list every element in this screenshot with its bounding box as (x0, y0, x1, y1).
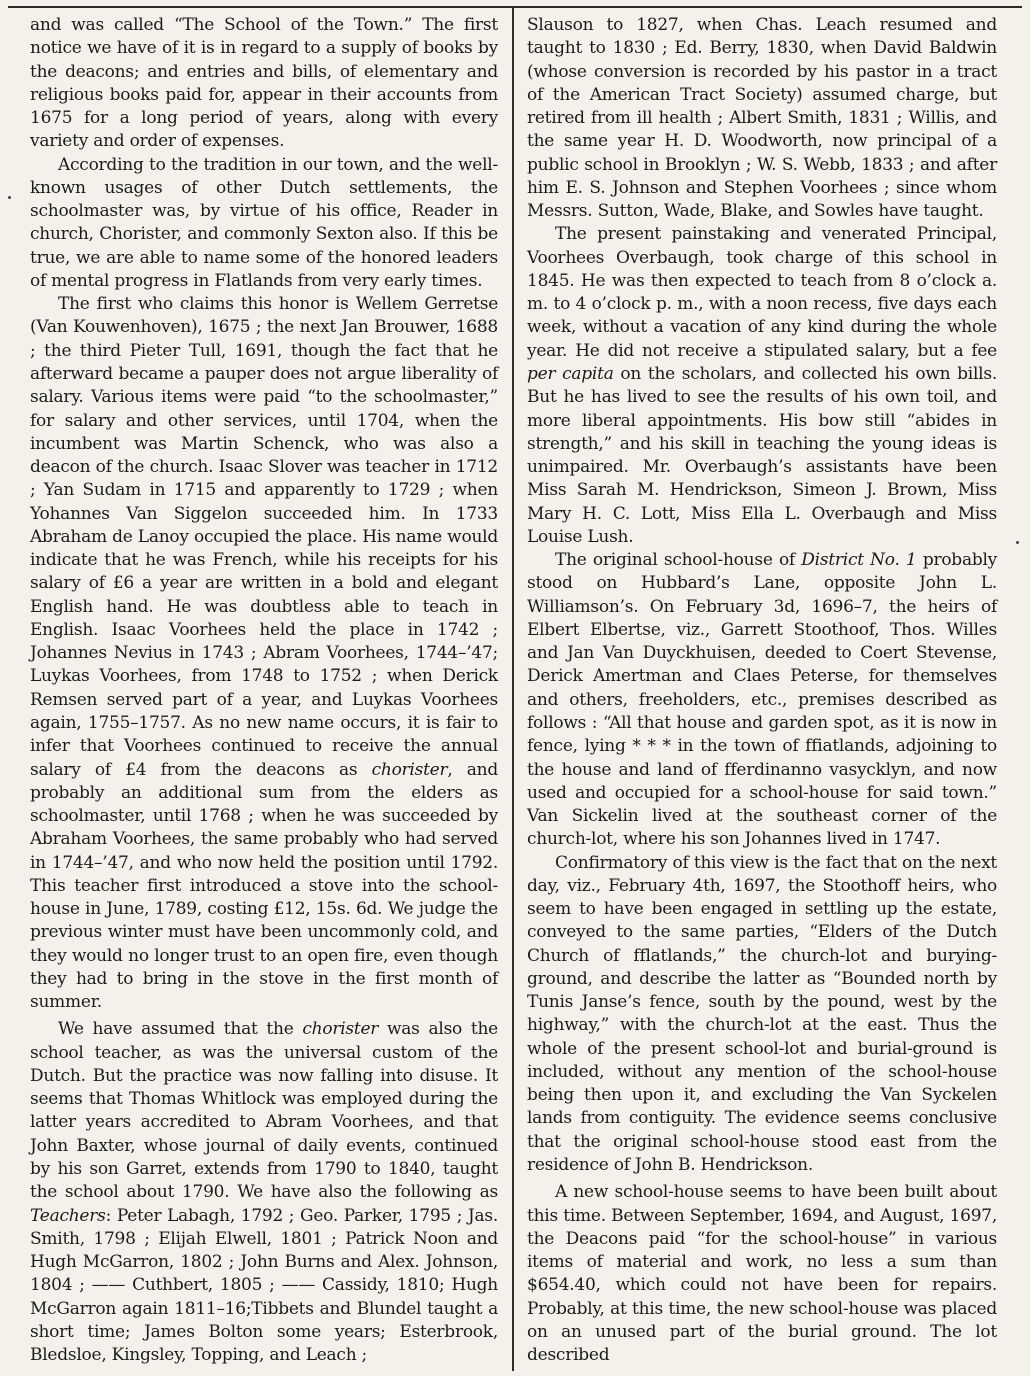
left-column (30, 14, 498, 1367)
paragraph-new-school-house: A new school-house seems to have been built about this time. Between September, 1694, and August, 1697, the Deacons paid “for the school-house” in various items of material and work, no less a sum than $654.40, which could not have been for repairs. Probably, at this time, the new school-house was placed on an unused part of the burial ground. The lot described (527, 1182, 997, 1366)
margin-speck (1016, 541, 1019, 544)
column-divider-rule (512, 6, 514, 1371)
paragraph-confirmatory-evidence: Confirmatory of this view is the fact that on the next day, viz., February 4th, 1697, the Stoothoff heirs, who seem to have been engaged in settling up the estate, conveyed to the same parties, “Elders of the Dutch Church of fflatlands,” the church-lot and burying-ground, and describe the latter as “Bounded north by Tunis Janse’s fence, south by the pound, west by the highway,” with the church-lot at the east. Thus the whole of the present school-lot and burial-ground is included, without any mention of the school-house being then upon it, and excluding the Van Syckelen lands from contiguity. The evidence seems conclusive that the original school-house stood east from the residence of John B. Hendrickson. (527, 852, 997, 1176)
margin-speck (8, 196, 11, 199)
paragraph-principal-overbaugh: The present painstaking and venerated Principal, Voorhees Overbaugh, took charge of this school in 1845. He was then expected to teach from 8 o’clock a. m. to 4 o’clock p. m., with a noon recess, five days each week, without a vacation of any kind during the whole year. He did not receive a stipulated salary, but a fee per capita on the scholars, and collected his own bills. But he has lived to see the results of his own toil, and more liberal appointments. His bow still “abides in strength,” and his skill in teaching the young ideas is unimpaired. Mr. Overbaugh’s assistants have been Miss Sarah M. Hendrickson, Simeon J. Brown, Miss Mary H. C. Lott, Miss Ella L. Overbaugh and Miss Louise Lush. (527, 224, 997, 547)
right-column (527, 14, 997, 1367)
paragraph-school-of-the-town: and was called “The School of the Town.” The first notice we have of it is in regard to a supply of books by the deacons; and entries and bills, of elementary and religious books paid for, appear in their accounts from 1675 for a long period of years, along with every variety and order of expenses. (30, 15, 498, 152)
paragraph-original-school-house: The original school-house of District No. 1 probably stood on Hubbard’s Lane, opposite John L. Williamson’s. On February 3d, 1696–7, the heirs of Elbert Elbertse, viz., Garrett Stoothoof, Thos. Willes and Jan Van Duyckhuisen, deeded to Coert Stevense, Derick Amertman and Claes Peterse, for themselves and others, freeholders, etc., premises described as follows : “All that house and garden spot, as it is now in fence, lying * * * in the town of ffiatlands, adjoining to the house and land of fferdinanno vasycklyn, and now used and occupied for a school-house for said town.” Van Sickelin lived at the southeast corner of the church-lot, where his son Johannes lived in 1747. (527, 550, 997, 850)
paragraph-chorister-teachers: We have assumed that the chorister was also the school teacher, as was the universal custom of the Dutch. But the practice was now falling into disuse. It seems that Thomas Whitlock was employed during the latter years accredited to Abram Voorhees, and that John Baxter, whose journal of daily events, continued by his son Garret, extends from 1790 to 1840, taught the school about 1790. We have also the following as Teachers: Peter Labagh, 1792 ; Geo. Parker, 1795 ; Jas. Smith, 1798 ; Elijah Elwell, 1801 ; Patrick Noon and Hugh McGarron, 1802 ; John Burns and Alex. Johnson, 1804 ; —— Cuthbert, 1805 ; —— Cassidy, 1810; Hugh McGarron again 1811–16;Tibbets and Blundel taught a short time; James Bolton some years; Esterbrook, Bledsloe, Kingsley, Topping, and Leach ; (30, 1019, 498, 1366)
paragraph-tradition-schoolmaster: According to the tradition in our town, and the well-known usages of other Dutch settlements, the schoolmaster was, by virtue of his office, Reader in church, Chorister, and commonly Sexton also. If this be true, we are able to name some of the honored leaders of mental progress in Flatlands from very early times. (30, 154, 498, 291)
paragraph-later-teachers: Slauson to 1827, when Chas. Leach resumed and taught to 1830 ; Ed. Berry, 1830, when David Baldwin (whose conversion is recorded by his pastor in a tract of the American Tract Society) assumed charge, but retired from ill health ; Albert Smith, 1831 ; Willis, and the same year H. D. Woodworth, now principal of a public school in Brooklyn ; W. S. Webb, 1833 ; and after him E. S. Johnson and Stephen Voorhees ; since whom Messrs. Sutton, Wade, Blake, and Sowles have taught. (527, 15, 997, 222)
paragraph-list-of-early-teachers: The first who claims this honor is Wellem Gerretse (Van Kouwenhoven), 1675 ; the next Jan Brouwer, 1688 ; the third Pieter Tull, 1691, though the fact that he afterward became a pauper does not argue liberality of salary. Various items were paid “to the schoolmaster,” for salary and other services, until 1704, when the incumbent was Martin Schenck, who was also a deacon of the church. Isaac Slover was teacher in 1712 ; Yan Sudam in 1715 and apparently to 1729 ; when Yohannes Van Siggelon succeeded him. In 1733 Abraham de Lanoy occupied the place. His name would indicate that he was French, while his receipts for his salary of £6 a year are written in a bold and elegant English hand. He was doubtless able to teach in English. Isaac Voorhees held the place in 1742 ; Johannes Nevius in 1743 ; Abram Voorhees, 1744–’47; Luykas Voorhees, from 1748 to 1752 ; when Derick Remsen served part of a year, and Luykas Voorhees again, 1755–1757. As no new name occurs, it is fair to infer that Voorhees continued to receive the annual salary of £4 from the deacons as chorister, and probably an additional sum from the elders as schoolmaster, until 1768 ; when he was succeeded by Abraham Voorhees, the same probably who had served in 1744–’47, and who now held the position until 1792. This teacher first introduced a stove into the school-house in June, 1789, costing £12, 15s. 6d. We judge the previous winter must have been uncommonly cold, and they would no longer trust to an open fire, even though they had to bring in the stove in the first month of summer. (30, 294, 498, 1013)
top-border-rule (8, 6, 1022, 8)
